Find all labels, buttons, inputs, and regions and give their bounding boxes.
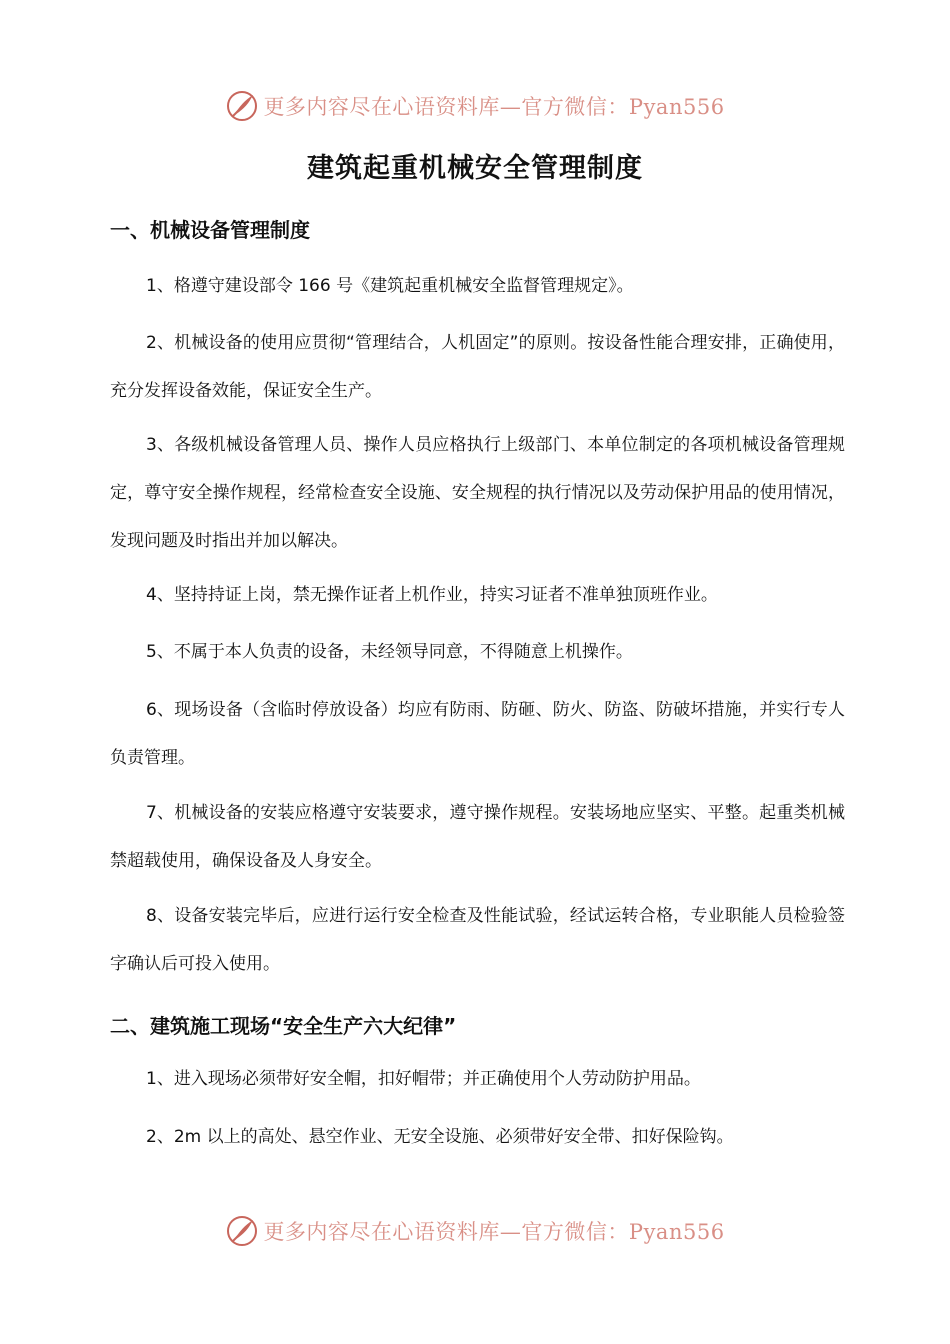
paragraph-1-8: 8、设备安装完毕后，应进行运行安全检查及性能试验，经试运转合格，专业职能人员检验签字确认后可投入使用。 <box>110 906 845 974</box>
paragraph-1-3: 3、各级机械设备管理人员、操作人员应格执行上级部门、本单位制定的各项机械设备管理规定，尊守安全操作规程，经常检查安全设施、安全规程的执行情况以及劳动保护用品的使用情况，发现问题及时指出并加以解决。 <box>110 435 845 551</box>
paragraph-2-1: 1、进入现场必须带好安全帽，扣好帽带；并正确使用个人劳动防护用品。 <box>146 1069 701 1089</box>
quill-pen-logo-icon <box>225 89 259 123</box>
paragraph-1-7: 7、机械设备的安装应格遵守安装要求，遵守操作规程。安装场地应坚实、平整。起重类机械禁超载使用，确保设备及人身安全。 <box>110 803 845 871</box>
paragraph-2-2: 2、2m 以上的高处、悬空作业、无安全设施、必须带好安全带、扣好保险钩。 <box>146 1127 734 1147</box>
watermark-banner-top <box>0 86 950 126</box>
watermark-text: 更多内容尽在心语资料库—官方微信：Pyan556 <box>263 95 725 119</box>
paragraph-1-2: 2、机械设备的使用应贯彻“管理结合，人机固定”的原则。按设备性能合理安排，正确使用，充分发挥设备效能，保证安全生产。 <box>110 333 845 401</box>
watermark-banner-bottom <box>0 1211 950 1251</box>
paragraph-1-5: 5、不属于本人负责的设备，未经领导同意，不得随意上机操作。 <box>146 642 633 662</box>
section-heading-1: 一、机械设备管理制度 <box>110 218 310 242</box>
paragraph-1-6: 6、现场设备（含临时停放设备）均应有防雨、防砸、防火、防盗、防破坏措施，并实行专人负责管理。 <box>110 700 845 768</box>
section-heading-2: 二、建筑施工现场“安全生产六大纪律” <box>110 1014 457 1038</box>
paragraph-1-4: 4、坚持持证上岗，禁无操作证者上机作业，持实习证者不准单独顶班作业。 <box>146 585 718 605</box>
watermark-text: 更多内容尽在心语资料库—官方微信：Pyan556 <box>263 1220 725 1244</box>
quill-pen-logo-icon <box>225 1214 259 1248</box>
paragraph-1-1: 1、格遵守建设部令 166 号《建筑起重机械安全监督管理规定》。 <box>146 276 634 296</box>
document-title: 建筑起重机械安全管理制度 <box>307 153 643 184</box>
